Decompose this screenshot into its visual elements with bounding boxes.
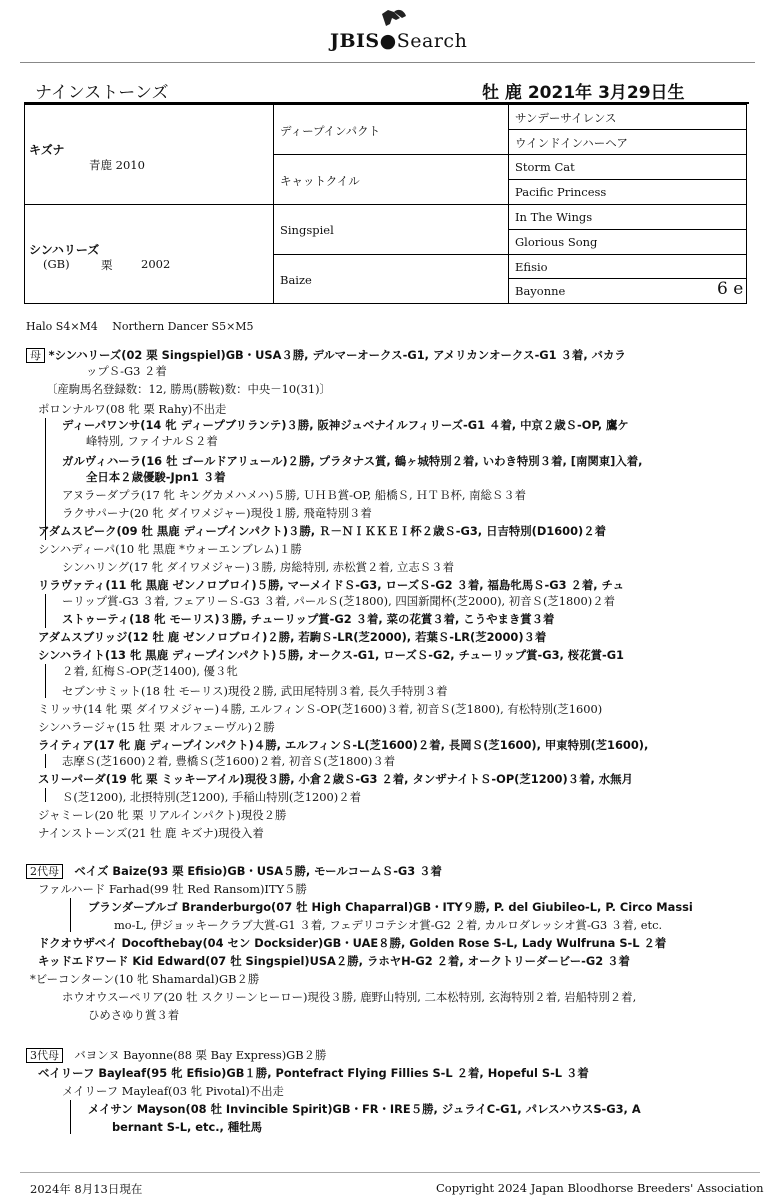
section1-line-7: ガルヴィハーラ(16 牡 ゴールドアリュール)２勝, プラタナス賞, 鶴ヶ城特別２着, いわき特別３着, [南関東]入着, [62, 454, 643, 468]
section1-line-24: 志摩Ｓ(芝1600)２着, 豊橋Ｓ(芝1600)２着, 初音Ｓ(芝1800)３着 [62, 754, 396, 768]
section1-line-20: セブンサミット(18 牡 モーリス)現役２勝, 武田尾特別３着, 長久手特別３着 [62, 684, 448, 698]
section1-line-28: ナインストーンズ(21 牡 鹿 キズナ)現役入着 [38, 826, 264, 840]
logo-text: JBIS●Search [330, 30, 468, 52]
ssd-name: ウインドインハーヘア [515, 136, 628, 150]
footer-copyright: Copyright 2024 Japan Bloodhorse Breeders' Association [436, 1181, 764, 1195]
section1-line-19: ２着, 紅梅Ｓ-OP(芝1400), 優３牝 [62, 664, 238, 678]
section2-line-3: ブランダーブルゴ Branderburgo(07 牡 High Chaparral)GB・ITY９勝, P. del Giubileo-L, P. Circo Massi [88, 900, 693, 914]
section1-line-18: シンハライト(13 牝 黒鹿 ディープインパクト)５勝, オークス-G1, ローズＳ-G2, チューリップ賞-G3, 桜花賞-G1 [38, 648, 624, 662]
section2-text-1: ベイズ Baize(93 栗 Efisio)GB・USA５勝, モールコームＳ-G3 ３着 [74, 864, 442, 878]
horse-info: 牡 鹿 2021年 3月29日生 [482, 83, 685, 103]
section1-indent-bar-5 [45, 788, 46, 802]
ds-name: Singspiel [280, 223, 334, 237]
section1-line-12: シンハディーパ(10 牝 黒鹿 *ウォーエンブレム)１勝 [38, 542, 302, 556]
section1-line-26: Ｓ(芝1200), 北摂特別(芝1200), 手稲山特別(芝1200)２着 [62, 790, 361, 804]
section1-line-13: シンハリング(17 牝 ダイワメジャー)３勝, 房総特別, 赤松賞２着, 立志Ｓ３着 [62, 560, 454, 574]
logo-text-jbis: JBIS [330, 30, 380, 52]
section2-line-7: *ビーコンターン(10 牝 Shamardal)GB２勝 [30, 972, 260, 986]
pedigree-ddd-cell [509, 279, 746, 303]
section1-line-1 [26, 347, 626, 363]
pedigree-sdd-cell [509, 180, 746, 205]
pedigree-sds-cell [509, 155, 746, 180]
section1-line-6: 峰特別, ファイナルＳ２着 [86, 434, 218, 448]
section3-line-1 [26, 1047, 326, 1063]
section1-line-8: 全日本２歳優駿-Jpn1 ３着 [86, 470, 226, 484]
section2-label: 2代母 [26, 864, 63, 879]
section1-line-22: シンハラージャ(15 牡 栗 オルフェーヴル)２勝 [38, 720, 275, 734]
pedigree-dd-cell [274, 255, 509, 303]
section2-indent-bar [70, 898, 71, 932]
section1-line-11: アダムスピーク(09 牡 黒鹿 ディープインパクト)３勝, Ｒ－ＮＩＫＫＥＩ杯２歳Ｓ-G3, 日吉特別(D1600)２着 [38, 524, 606, 538]
section1-label: 母 [26, 348, 45, 363]
section1-line-3: 〔産駒馬名登録数：12, 勝馬(勝鞍)数：中央－10(31)〕 [46, 382, 331, 396]
sire-name: キズナ [29, 143, 65, 157]
section1-line-15: ーリップ賞-G3 ３着, フェアリーＳ-G3 ３着, パールＳ(芝1800), 四国新聞杯(芝2000), 初音Ｓ(芝1800)２着 [62, 594, 616, 608]
section2-line-9: ひめさゆり賞３着 [88, 1008, 180, 1022]
section1-indent-bar-2 [45, 594, 46, 628]
sd-name: キャットクイル [280, 174, 360, 188]
ddd-name: Bayonne [515, 284, 566, 298]
dam-name: シンハリーズ [29, 243, 100, 257]
section3-line-2: ベイリーフ Bayleaf(95 牝 Efisio)GB１勝, Pontefract Flying Fillies S-L ２着, Hopeful S-L ３着 [38, 1066, 589, 1080]
section1-line-5: ディーパワンサ(14 牝 ディープブリランテ)３勝, 阪神ジュベナイルフィリーズ-G1 ４着, 中京２歳Ｓ-OP, 鷹ケ [62, 418, 629, 432]
section3-line-5: bernant S-L, etc., 種牡馬 [112, 1120, 263, 1134]
section2-line-4: mo-L, 伊ジョッキークラブ大賞-G1 ３着, フェデリコテシオ賞-G2 ２着, カルロダレッシオ賞-G3 ３着, etc. [114, 918, 663, 932]
section3-line-4: メイサン Mayson(08 牡 Invincible Spirit)GB・FR・IRE５勝, ジュライC-G1, パレスハウスS-G3, A [88, 1102, 641, 1116]
sss-name: サンデーサイレンス [515, 111, 617, 125]
ss-name: ディープインパクト [280, 124, 381, 138]
section1-line-16: ストゥーティ(18 牝 モーリス)３勝, チューリップ賞-G2 ３着, 菜の花賞３着, こうやまき賞３着 [62, 612, 555, 626]
logo-text-search: Search [396, 30, 468, 52]
section2-line-5: ドクオウザベイ Docofthebay(04 セン Docksider)GB・UAE８勝, Golden Rose S-L, Lady Wulfruna S-L ２着 [38, 936, 667, 950]
section2-line-6: キッドエドワード Kid Edward(07 牡 Singspiel)USA２勝, ラホヤH-G2 ２着, オークトリーダービー-G2 ３着 [38, 954, 630, 968]
dsd-name: Glorious Song [515, 235, 598, 249]
section3-label: 3代母 [26, 1048, 63, 1063]
sire-detail: 青鹿 2010 [89, 158, 145, 172]
pedigree-ss-cell [274, 105, 509, 155]
pedigree-dam-cell [25, 205, 274, 303]
section2-line-2: ファルハード Farhad(99 牡 Red Ransom)ITY５勝 [38, 882, 307, 896]
section3-line-3: メイリーフ Mayleaf(03 牝 Pivotal)不出走 [62, 1084, 284, 1098]
footer-divider [20, 1172, 760, 1173]
section1-line-17: アダムスブリッジ(12 牡 鹿 ゼンノロブロイ)２勝, 若駒Ｓ-LR(芝2000), 若葉Ｓ-LR(芝2000)３着 [38, 630, 547, 644]
section1-line-27: ジャミーレ(20 牝 栗 リアルインパクト)現役２勝 [38, 808, 287, 822]
dam-year: 2002 [141, 257, 171, 271]
section1-line-2: ップＳ-G3 ２着 [86, 364, 167, 378]
section1-indent-bar-3 [45, 664, 46, 698]
pedigree-table [24, 104, 747, 304]
section2-line-8: ホウオウスーペリア(20 牡 スクリーンヒーロー)現役３勝, 鹿野山特別, 二本松特別, 玄海特別２着, 岩船特別２着, [62, 990, 637, 1004]
pedigree-sss-cell [509, 105, 746, 130]
section3-text-1: バヨンヌ Bayonne(88 栗 Bay Express)GB２勝 [74, 1048, 327, 1062]
dam-origin: (GB) [43, 257, 70, 271]
footer-date: 2024年 8月13日現在 [30, 1182, 143, 1196]
dd-name: Baize [280, 273, 312, 287]
inbreeding-info: Halo S4×M4 Northern Dancer S5×M5 [26, 320, 254, 333]
pedigree-ssd-cell [509, 130, 746, 155]
pedigree-sd-cell [274, 155, 509, 205]
section1-text-1: *シンハリーズ(02 栗 Singspiel)GB・USA３勝, デルマーオークス-G1, アメリカンオークス-G1 ３着, バカラ [48, 348, 626, 362]
pedigree-dss-cell [509, 205, 746, 230]
section1-line-9: アヌラーダプラ(17 牝 キングカメハメハ)５勝, ＵＨＢ賞-OP, 船橋Ｓ, ＨＴＢ杯, 南総Ｓ３着 [62, 488, 527, 502]
pedigree-dds-cell [509, 255, 746, 279]
section1-indent-bar-4 [45, 754, 46, 768]
section2-line-1 [26, 863, 442, 879]
family-number: 6 e [717, 279, 744, 299]
top-divider [20, 62, 755, 63]
section1-line-14: リラヴァティ(11 牝 黒鹿 ゼンノロブロイ)５勝, マーメイドＳ-G3, ローズＳ-G2 ３着, 福島牝馬Ｓ-G3 ２着, チュ [38, 578, 624, 592]
pedigree-ds-cell [274, 205, 509, 255]
horse-name: ナインストーンズ [35, 83, 169, 103]
sdd-name: Pacific Princess [515, 185, 607, 199]
pedigree-sire-cell [25, 105, 274, 205]
section1-line-25: スリーパーダ(19 牝 栗 ミッキーアイル)現役３勝, 小倉２歳Ｓ-G3 ２着, タンザナイトＳ-OP(芝1200)３着, 水無月 [38, 772, 633, 786]
dds-name: Efisio [515, 260, 548, 274]
sds-name: Storm Cat [515, 160, 575, 174]
section1-indent-bar-1 [45, 418, 46, 540]
section1-line-23: ライティア(17 牝 鹿 ディープインパクト)４勝, エルフィンＳ-L(芝1600)２着, 長岡Ｓ(芝1600), 甲東特別(芝1600), [38, 738, 649, 752]
pedigree-dsd-cell [509, 230, 746, 255]
section1-line-10: ラクサパーナ(20 牝 ダイワメジャー)現役１勝, 飛竜特別３着 [62, 506, 372, 520]
section3-indent-bar [70, 1100, 71, 1134]
section1-line-21: ミリッサ(14 牝 栗 ダイワメジャー)４勝, エルフィンＳ-OP(芝1600)３着, 初音Ｓ(芝1800), 有松特別(芝1600) [38, 702, 603, 716]
dam-color: 栗 [101, 258, 113, 272]
dss-name: In The Wings [515, 210, 593, 224]
section1-line-4: ポロンナルワ(08 牝 栗 Rahy)不出走 [38, 402, 227, 416]
